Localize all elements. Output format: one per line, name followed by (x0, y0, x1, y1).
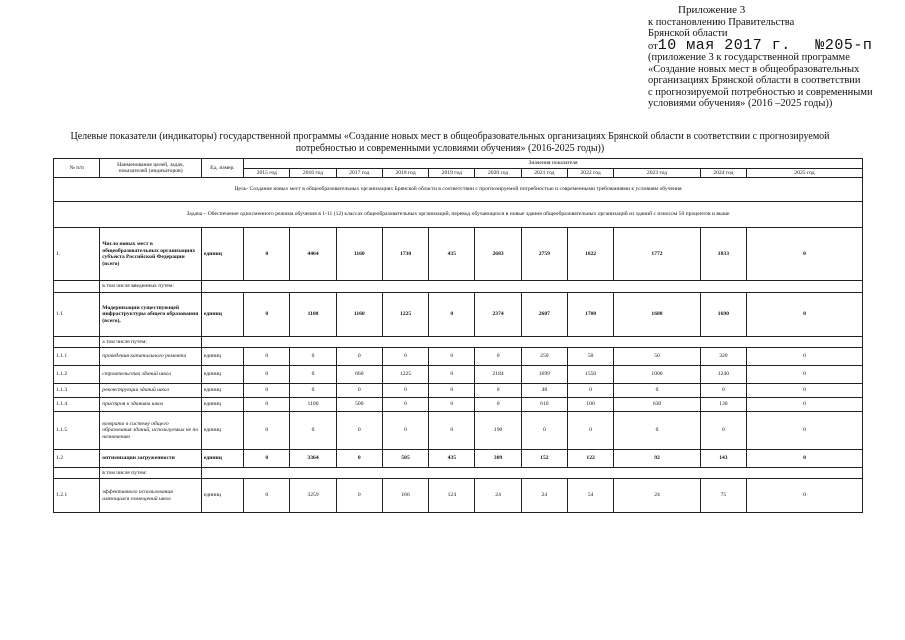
row-name: эффективного использования имеющихся помещений школ (100, 479, 202, 513)
row-number: 1.2 (54, 450, 100, 468)
row-unit: единиц (201, 450, 243, 468)
value-cell: 0 (747, 228, 863, 281)
value-cell: 0 (475, 384, 521, 398)
value-cell: 435 (429, 450, 475, 468)
table-row (54, 412, 863, 450)
value-cell: 0 (475, 348, 521, 366)
value-cell: 0 (429, 293, 475, 337)
row-unit: единиц (201, 479, 243, 513)
value-cell: 660 (336, 366, 382, 384)
empty-cell (201, 468, 862, 479)
row-name: пристроя к зданиям школ (100, 398, 202, 412)
value-cell: 50 (567, 348, 613, 366)
value-cell: 1822 (567, 228, 613, 281)
year-header: 2018 год (382, 168, 428, 178)
value-cell: 0 (614, 384, 701, 398)
value-cell: 24 (521, 479, 567, 513)
decree-number: №205-п (815, 36, 873, 54)
empty-cell (201, 281, 862, 293)
appendix-line: условиями обучения» (2016 –2025 годы)) (648, 98, 833, 109)
value-cell: 24 (614, 479, 701, 513)
value-cell: 100 (567, 398, 613, 412)
row-name: оптимизации загруженности (100, 450, 202, 468)
value-cell: 435 (429, 228, 475, 281)
year-header: 2017 год (336, 168, 382, 178)
header-unit: Ед. измер. (201, 159, 243, 178)
value-cell: 1240 (700, 366, 746, 384)
task-row (54, 202, 863, 228)
value-cell: 0 (336, 384, 382, 398)
value-cell: 92 (614, 450, 701, 468)
date-prefix: от (648, 40, 658, 52)
row-name: строительства зданий школ (100, 366, 202, 384)
value-cell: 250 (521, 348, 567, 366)
value-cell: 0 (244, 384, 290, 398)
value-cell: 1160 (336, 293, 382, 337)
value-cell: 0 (567, 384, 613, 398)
value-cell: 1000 (614, 366, 701, 384)
value-cell: 0 (700, 412, 746, 450)
value-cell: 2759 (521, 228, 567, 281)
empty-cell (54, 337, 100, 348)
value-cell: 0 (244, 412, 290, 450)
value-cell: 0 (429, 348, 475, 366)
value-cell: 152 (521, 450, 567, 468)
value-cell: 0 (244, 228, 290, 281)
value-cell: 0 (429, 412, 475, 450)
appendix-line: к постановлению Правительства (648, 16, 795, 28)
appendix-line: «Создание новых мест в общеобразовательных (648, 63, 860, 75)
table-row (54, 398, 863, 412)
document-title-line: Целевые показатели (индикаторы) государственной программы «Создание новых мест в общеобразовательных организациях Брянской области в соответствии с прогнозируемой (70, 131, 830, 142)
row-unit: единиц (201, 384, 243, 398)
header-values: Значения показателя (244, 159, 863, 169)
value-cell: 1680 (614, 293, 701, 337)
value-cell: 143 (700, 450, 746, 468)
value-cell: 1730 (382, 228, 428, 281)
value-cell: 0 (244, 366, 290, 384)
row-unit: единиц (201, 398, 243, 412)
table-row (54, 366, 863, 384)
table-row (54, 293, 863, 337)
value-cell: 0 (567, 412, 613, 450)
value-cell: 2607 (521, 293, 567, 337)
value-cell: 0 (290, 348, 336, 366)
year-header: 2025 год (747, 168, 863, 178)
value-cell: 505 (382, 450, 428, 468)
value-cell: 0 (336, 412, 382, 450)
row-unit: единиц (201, 228, 243, 281)
value-cell: 630 (614, 398, 701, 412)
row-name: проведения капитального ремонта (100, 348, 202, 366)
table-row (54, 479, 863, 513)
value-cell: 500 (336, 398, 382, 412)
year-header: 2020 год (475, 168, 521, 178)
value-cell: 0 (747, 348, 863, 366)
subheading-row (54, 468, 863, 479)
appendix-line: организациях Брянской области в соответствии (648, 75, 861, 86)
value-cell: 0 (336, 450, 382, 468)
subheading-text: в том числе путем: (100, 468, 202, 479)
header-name: Наименование целей, задач, показателей (индикаторов) (100, 159, 202, 178)
value-cell: 0 (290, 384, 336, 398)
value-cell: 610 (521, 398, 567, 412)
empty-cell (54, 468, 100, 479)
decree-date: 10 мая 2017 г. (657, 36, 791, 54)
value-cell: 0 (747, 398, 863, 412)
value-cell: 3364 (290, 450, 336, 468)
value-cell: 1225 (382, 366, 428, 384)
value-cell: 0 (429, 384, 475, 398)
value-cell: 54 (567, 479, 613, 513)
value-cell: 190 (475, 412, 521, 450)
value-cell: 48 (521, 384, 567, 398)
value-cell: 1772 (614, 228, 701, 281)
value-cell: 0 (747, 366, 863, 384)
year-header: 2015 год (244, 168, 290, 178)
value-cell: 0 (700, 384, 746, 398)
value-cell: 0 (244, 450, 290, 468)
row-unit: единиц (201, 293, 243, 337)
year-header: 2016 год (290, 168, 336, 178)
value-cell: 2683 (475, 228, 521, 281)
value-cell: 166 (382, 479, 428, 513)
appendix-title: Приложение 3 (678, 4, 746, 16)
appendix-header (648, 5, 898, 110)
subheading-row (54, 281, 863, 293)
row-number: 1.1 (54, 293, 100, 337)
subheading-text: а том числе путем: (100, 337, 202, 348)
value-cell: 1100 (290, 293, 336, 337)
year-header: 2019 год (429, 168, 475, 178)
table-row (54, 384, 863, 398)
row-name: Модернизации существующей инфраструктуры общего образования (всего), (100, 293, 202, 337)
value-cell: 24 (475, 479, 521, 513)
decree-date-line (648, 36, 898, 54)
row-number: 1. (54, 228, 100, 281)
value-cell: 0 (429, 398, 475, 412)
value-cell: 124 (429, 479, 475, 513)
value-cell: 0 (747, 384, 863, 398)
row-number: 1.1.4 (54, 398, 100, 412)
value-cell: 0 (382, 398, 428, 412)
value-cell: 0 (336, 479, 382, 513)
value-cell: 0 (747, 293, 863, 337)
document-title-line: потребностью и современными условиями обучения» (2016-2025 годы)) (295, 142, 605, 154)
value-cell: 0 (521, 412, 567, 450)
value-cell: 0 (290, 366, 336, 384)
row-number: 1.2.1 (54, 479, 100, 513)
row-number: 1.1.5 (54, 412, 100, 450)
task-text: Задача – Обеспечение односменного режима обучения в 1-11 (12) классах общеобразовательных организаций, перевод обучающихся в новые здания общеобразовательных организаций из зданий с износом 50 процентов и выше (54, 202, 863, 228)
value-cell: 50 (614, 348, 701, 366)
goal-text: Цель- Создание новых мест в общеобразовательных организациях Брянской области в соответствии с прогнозируемой потребностью и современными требованиями к условиям обучения (54, 178, 863, 202)
indicators-table (53, 158, 863, 513)
value-cell: 309 (475, 450, 521, 468)
table-row (54, 450, 863, 468)
table-row (54, 228, 863, 281)
value-cell: 0 (382, 384, 428, 398)
value-cell: 4464 (290, 228, 336, 281)
value-cell: 0 (382, 348, 428, 366)
value-cell: 122 (567, 450, 613, 468)
row-name: возврата в систему общего образования зданий, используемых не по назначению (100, 412, 202, 450)
value-cell: 0 (429, 366, 475, 384)
year-header: 2022 год (567, 168, 613, 178)
value-cell: 0 (336, 348, 382, 366)
year-header: 2024 год (700, 168, 746, 178)
goal-row (54, 178, 863, 202)
subheading-row (54, 337, 863, 348)
value-cell: 0 (244, 398, 290, 412)
row-number: 1.1.1 (54, 348, 100, 366)
value-cell: 0 (244, 293, 290, 337)
document-title (60, 131, 840, 154)
value-cell: 0 (244, 479, 290, 513)
row-unit: единиц (201, 348, 243, 366)
row-number: 1.1.3 (54, 384, 100, 398)
value-cell: 1160 (336, 228, 382, 281)
value-cell: 0 (290, 412, 336, 450)
row-unit: единиц (201, 412, 243, 450)
empty-cell (201, 337, 862, 348)
value-cell: 0 (382, 412, 428, 450)
table-row (54, 348, 863, 366)
year-header: 2023 год (614, 168, 701, 178)
value-cell: 0 (475, 398, 521, 412)
row-unit: единиц (201, 366, 243, 384)
value-cell: 3259 (290, 479, 336, 513)
year-header: 2021 год (521, 168, 567, 178)
value-cell: 1225 (382, 293, 428, 337)
value-cell: 320 (700, 348, 746, 366)
empty-cell (54, 281, 100, 293)
value-cell: 1699 (521, 366, 567, 384)
appendix-line: с прогнозируемой потребностью и современными (648, 86, 873, 98)
value-cell: 1833 (700, 228, 746, 281)
row-number: 1.1.2 (54, 366, 100, 384)
value-cell: 2184 (475, 366, 521, 384)
value-cell: 0 (747, 479, 863, 513)
value-cell: 1100 (290, 398, 336, 412)
header-num: № п/п (54, 159, 100, 178)
value-cell: 75 (700, 479, 746, 513)
value-cell: 0 (614, 412, 701, 450)
row-name: реконструкции зданий школ (100, 384, 202, 398)
value-cell: 0 (747, 412, 863, 450)
value-cell: 130 (700, 398, 746, 412)
value-cell: 0 (747, 450, 863, 468)
value-cell: 1690 (700, 293, 746, 337)
appendix-line: Брянской области (648, 28, 728, 39)
row-name: Число новых мест в общеобразовательных организациях субъекта Российской Федерации (всего) (100, 228, 202, 281)
value-cell: 2374 (475, 293, 521, 337)
value-cell: 1700 (567, 293, 613, 337)
subheading-text: в том числе введенных путем: (100, 281, 202, 293)
table-header-row (54, 159, 863, 169)
appendix-line: (приложение 3 к государственной программе (648, 52, 850, 63)
value-cell: 0 (244, 348, 290, 366)
value-cell: 1550 (567, 366, 613, 384)
